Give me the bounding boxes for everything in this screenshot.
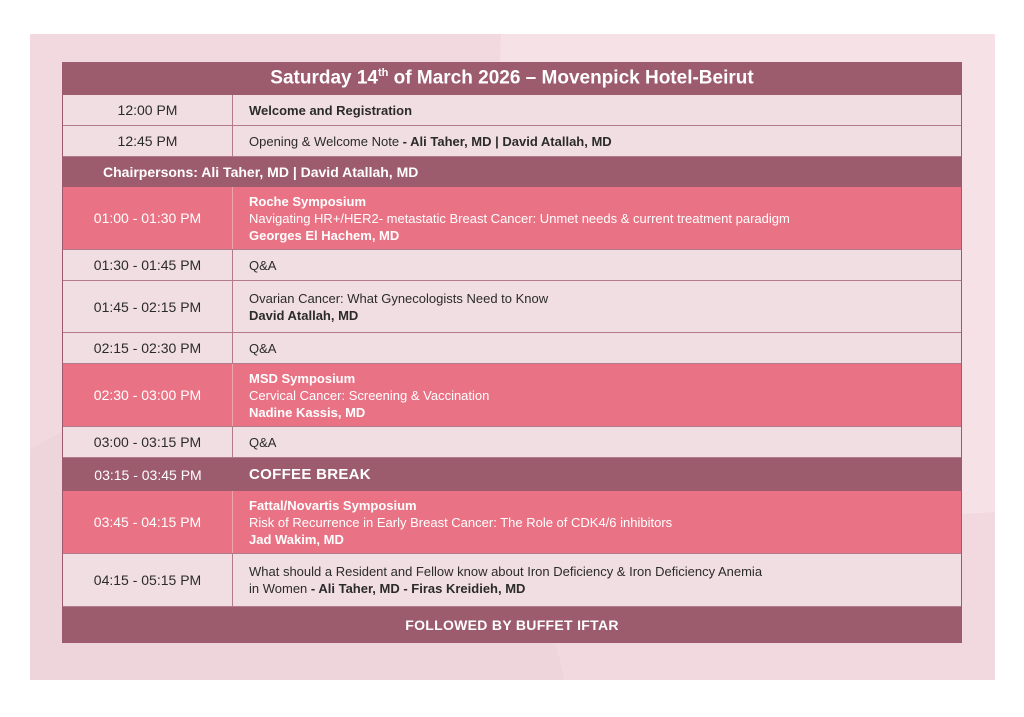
session-speaker: Georges El Hachem, MD: [249, 227, 400, 243]
time-cell: 04:15 - 05:15 PM: [63, 554, 233, 606]
session-cell: [233, 95, 961, 125]
time-cell: 02:15 - 02:30 PM: [63, 333, 233, 363]
agenda-row: [63, 554, 961, 607]
session-cell: [233, 554, 961, 606]
session-title: Risk of Recurrence in Early Breast Cancer: The Role of CDK4/6 inhibitors: [249, 514, 673, 530]
agenda-footer: [63, 607, 961, 643]
session-title: What should a Resident and Fellow know about Iron Deficiency & Iron Deficiency Anemia: [249, 564, 763, 579]
time-cell: 01:45 - 02:15 PM: [63, 281, 233, 332]
agenda-row: [63, 250, 961, 281]
sponsor-label: Fattal/Novartis Symposium: [249, 497, 417, 513]
time-cell: 01:00 - 01:30 PM: [63, 187, 233, 249]
session-title: Welcome and Registration: [249, 102, 413, 118]
agenda-row: [63, 427, 961, 458]
session-cell: [233, 333, 961, 363]
time-cell: 12:00 PM: [63, 95, 233, 125]
footer-label: FOLLOWED BY BUFFET IFTAR: [405, 617, 619, 633]
session-speakers: - Ali Taher, MD | David Atallah, MD: [399, 133, 612, 149]
session-speaker: Jad Wakim, MD: [249, 531, 344, 547]
sponsor-label: Roche Symposium: [249, 193, 367, 209]
coffee-break-label: COFFEE BREAK: [249, 466, 371, 483]
time-cell: 03:45 - 04:15 PM: [63, 491, 233, 553]
sponsor-label: MSD Symposium: [249, 370, 356, 386]
session-title: Q&A: [249, 434, 277, 450]
session-cell: [233, 281, 961, 332]
session-title: Navigating HR+/HER2- metastatic Breast Cancer: Unmet needs & current treatment paradigm: [249, 210, 790, 226]
session-cell: [233, 364, 961, 426]
agenda-row-symposium: [63, 364, 961, 427]
time-cell: 02:30 - 03:00 PM: [63, 364, 233, 426]
session-cell: [233, 427, 961, 457]
agenda-row-symposium: [63, 491, 961, 554]
session-speaker: David Atallah, MD: [249, 307, 359, 323]
session-title: Cervical Cancer: Screening & Vaccination: [249, 387, 490, 403]
session-title: Q&A: [249, 340, 277, 356]
session-cell: [233, 250, 961, 280]
session-cell: [233, 126, 961, 156]
session-title: Q&A: [249, 257, 277, 273]
chairpersons-row: [63, 157, 961, 187]
time-cell: 03:00 - 03:15 PM: [63, 427, 233, 457]
session-title: Ovarian Cancer: What Gynecologists Need to Know: [249, 290, 549, 306]
time-cell: 01:30 - 01:45 PM: [63, 250, 233, 280]
agenda-row: [63, 126, 961, 157]
coffee-break-row: [63, 458, 961, 491]
session-speaker: Nadine Kassis, MD: [249, 404, 366, 420]
session-title-cont: in Women: [249, 581, 308, 596]
session-cell: [233, 491, 961, 553]
time-cell: 03:15 - 03:45 PM: [94, 466, 202, 483]
session-title: Opening & Welcome Note: [249, 133, 400, 149]
agenda-header: [63, 62, 961, 95]
agenda-title: Saturday 14th of March 2026 – Movenpick Hotel-Beirut: [270, 67, 754, 89]
agenda-row-symposium: [63, 187, 961, 250]
agenda-row: [63, 333, 961, 364]
time-cell: 12:45 PM: [63, 126, 233, 156]
chairpersons-label: Chairpersons: Ali Taher, MD | David Atallah, MD: [103, 164, 419, 180]
session-speakers: - Ali Taher, MD - Firas Kreidieh, MD: [307, 581, 526, 596]
agenda-row: [63, 95, 961, 126]
session-cell: [233, 187, 961, 249]
agenda-table: [62, 62, 962, 643]
agenda-row: [63, 281, 961, 333]
session-cell: [233, 458, 961, 491]
